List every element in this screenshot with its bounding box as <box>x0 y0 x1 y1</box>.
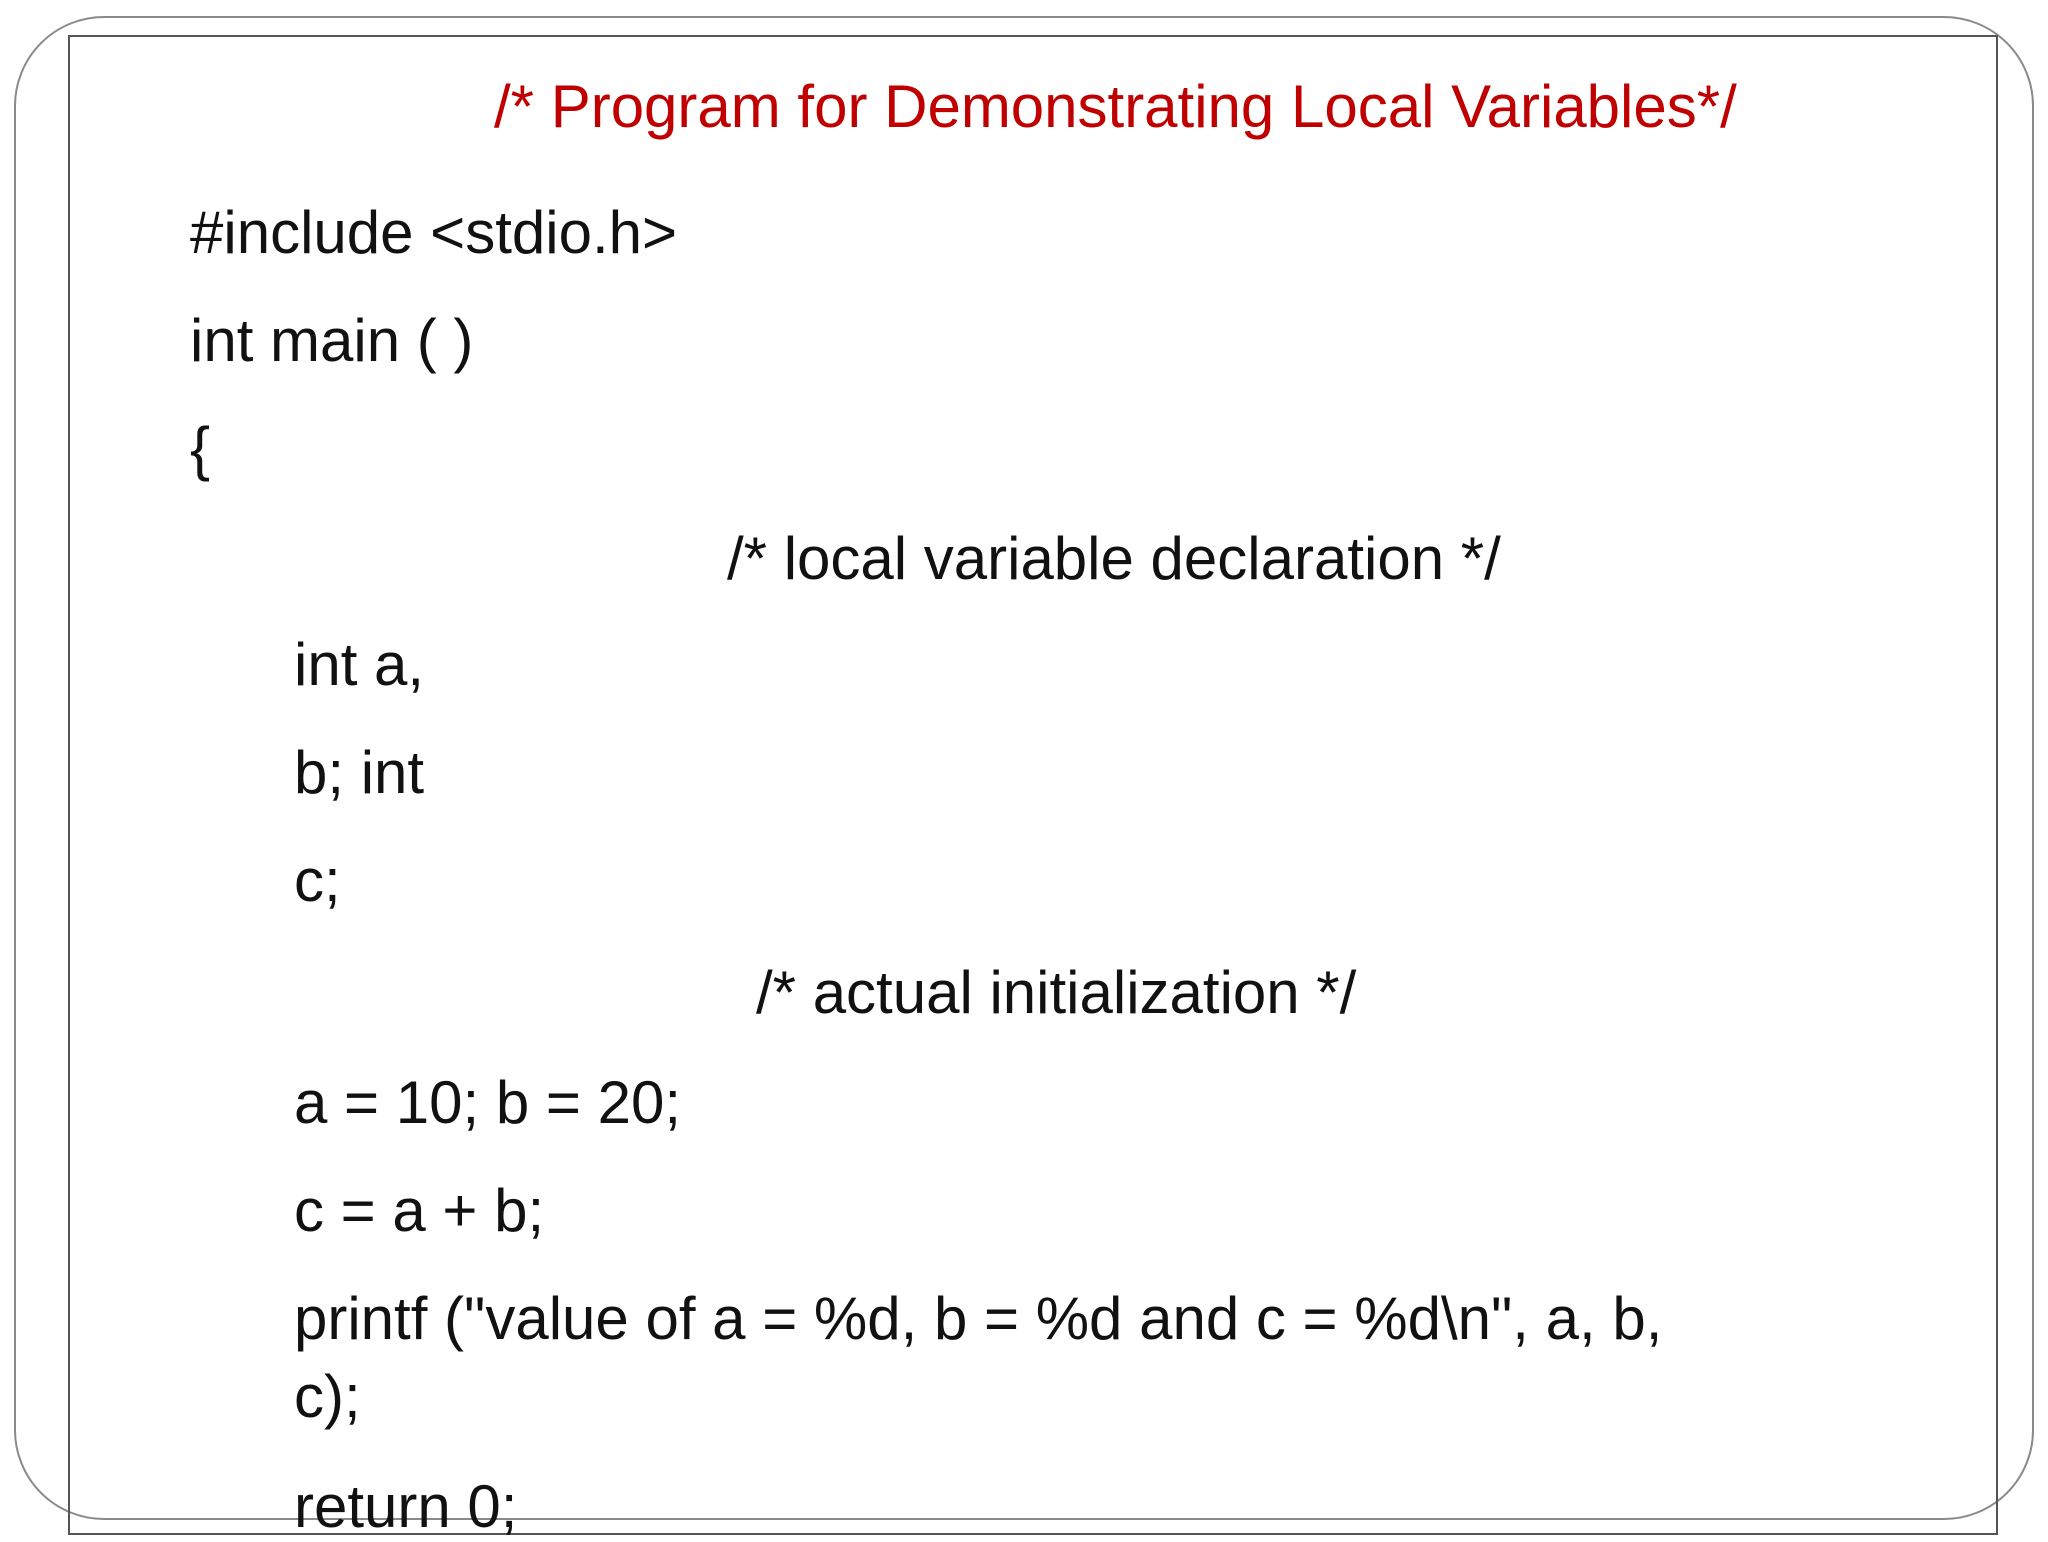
code-line-assign-ab: a = 10; b = 20; <box>294 1069 681 1136</box>
code-line-open-brace: { <box>190 415 211 482</box>
code-comment-initialization: /* actual initialization */ <box>756 959 1357 1026</box>
code-line-include: #include <stdio.h> <box>190 199 678 266</box>
code-line-return: return 0; <box>294 1473 518 1540</box>
code-line-main: int main ( ) <box>190 307 474 374</box>
code-line-int-a: int a, <box>294 631 425 698</box>
code-line-sum: c = a + b; <box>294 1177 545 1244</box>
code-line-printf-continued: c); <box>294 1363 361 1430</box>
code-line-c: c; <box>294 847 341 914</box>
code-line-printf: printf ("value of a = %d, b = %d and c = %d\n", a, b, <box>294 1285 1663 1352</box>
code-comment-declaration: /* local variable declaration */ <box>727 525 1501 592</box>
slide-title: /* Program for Demonstrating Local Variables*/ <box>494 73 1737 140</box>
code-line-b-int: b; int <box>294 739 425 806</box>
